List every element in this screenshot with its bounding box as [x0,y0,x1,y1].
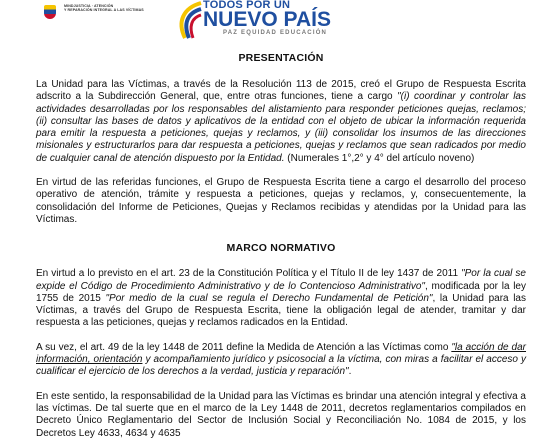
section-heading-presentacion: PRESENTACIÓN [238,52,324,64]
slogan-line-1: TODOS POR UN [203,0,291,11]
entity-name-line: Y REPARACIÓN INTEGRAL A LAS VÍCTIMAS [64,8,144,13]
paragraph-4-quote: y acompañamiento jurídico y psicosocial a la víctima, con miras a facilitar el acceso y cualificar el ejercicio de los derechos a la verdad, justicia y reparación" [36,354,526,378]
paragraph-4 [36,342,526,379]
paragraph-4-underlined-quote: "la acción de dar información, orientación [36,341,527,366]
entity-name [64,4,144,13]
government-slogan-logo [175,0,365,40]
paragraph-1 [36,79,526,165]
entity-name-line: MINDJUSTICIA · ATENCIÓN [64,4,114,8]
paragraph-3-text-2: , modificada por la ley 1755 de 2015 [36,280,526,304]
paragraph-3 [36,268,526,329]
slogan-tagline: PAZ EQUIDAD EDUCACIÓN [223,30,328,36]
document-body [36,48,526,440]
paragraph-3-text: En virtud a lo previsto en el art. 23 de la Constitución Política y el Título II de ley 1437 de 2011 [36,268,462,280]
section-heading-marco-normativo: MARCO NORMATIVO [226,242,336,255]
paragraph-3-law-title-2: "Por medio de la cual se regula el Derecho Fundamental de Petición" [105,292,433,304]
slogan-arc-icon [175,0,205,40]
paragraph-3-text-3: , la Unidad para las Víctimas, a través del Grupo de Respuesta Escrita, tiene la obligación legal de atender, tramitar y dar respuesta a las peticiones, quejas y reclamos radicados en la Entidad. [36,292,526,329]
paragraph-3-law-title: "Por la cual se expide el Código de Procedimiento Administrativo y de lo Contencioso Administrativo" [36,268,526,292]
paragraph-5: En este sentido, la responsabilidad de la Unidad para las Víctimas es brindar una atención integral y efectiva a las víctimas. De tal suerte que en el marco de la Ley 1448 de 2011, decretos reglamentarios compilados en Decreto Único Reglamentario del Sector de Inclusión Social y Reconciliación No. 1084 de 2015, y los Decretos Ley 4633, 4634 y 4635 [36,390,526,439]
paragraph-4-end: . [348,366,352,378]
paragraph-1-text: La Unidad para las Víctimas, a través de la Resolución 113 de 2015, creó el Grupo de Respuesta Escrita adscrito a la Subdirección General, que, entre otras funciones, tiene a cargo [36,79,526,103]
ministry-logo [42,4,144,20]
paragraph-4-text: A su vez, el art. 49 de la ley 1448 de 2011 define la Medida de Atención a las Víctimas como [36,341,452,353]
paragraph-1-note: (Numerales 1°,2° y 4° del artículo noveno) [284,152,475,164]
page-header [0,0,560,42]
colombia-coat-of-arms-icon [42,4,58,20]
paragraph-2: En virtud de las referidas funciones, el Grupo de Respuesta Escrita tiene a cargo el desarrollo del proceso operativo de atención, trámite y respuesta a peticiones, quejas y reclamos, y, consecuentemente, la consolidación del Informe de Peticiones, Quejas y Reclamos recibidas y atendidas por la Unidad para las Víctimas. [36,177,526,225]
slogan-line-2: NUEVO PAÍS [203,8,331,31]
paragraph-1-quote: "(i) coordinar y controlar las actividades desarrolladas por los responsables del alistamiento para responder peticiones quejas, reclamos; (ii) consultar las bases de datos y aplicativos de la entidad con el objeto de ubicar la información requerida para emitir la respuesta a peticiones, quejas y reclamos, y (iii) consolidar los insumos de las direcciones misionales y estructurarlos para dar respuesta a peticiones, quejas y reclamos que sean radicados por medio de cualquier canal de atención dispuesto por la Entidad. [36,91,526,164]
